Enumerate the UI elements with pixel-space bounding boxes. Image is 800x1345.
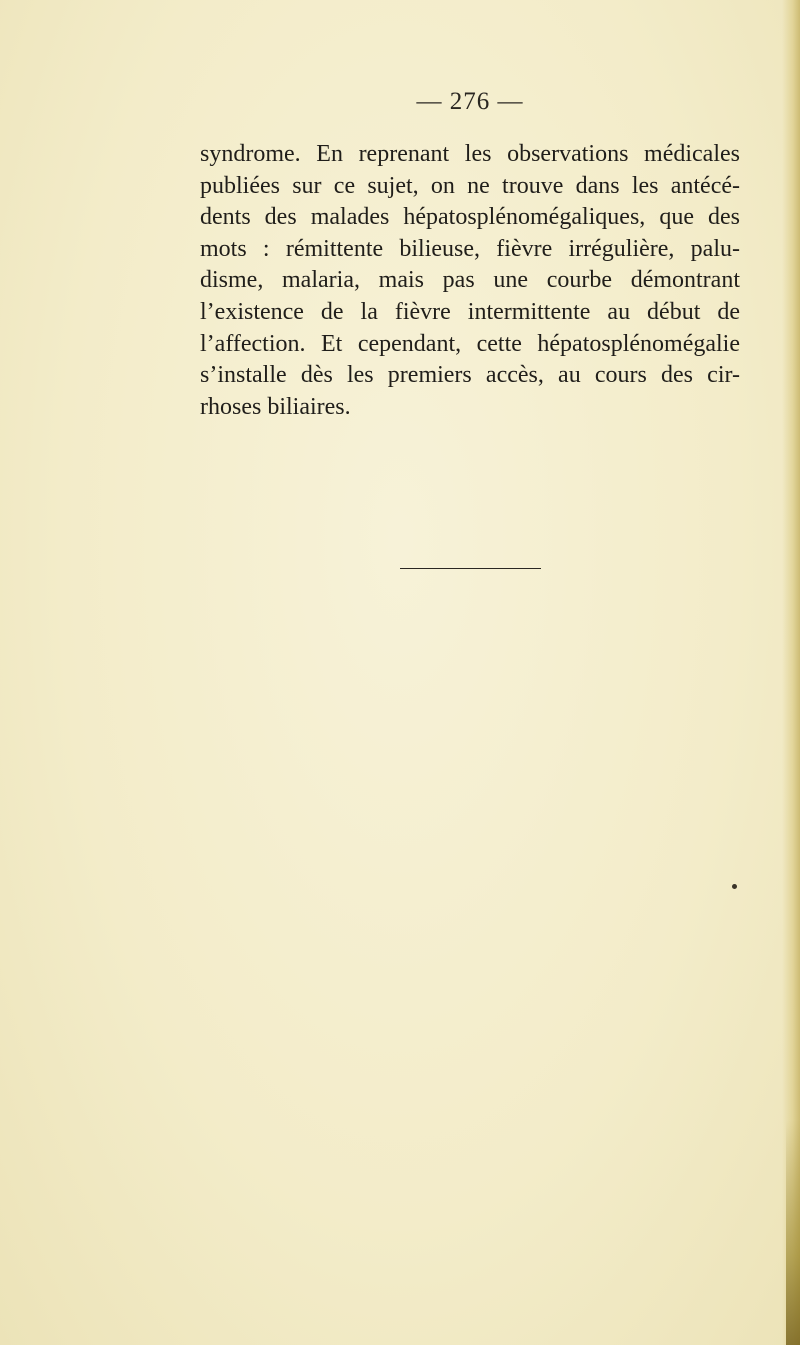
page-number: — 276 — — [416, 88, 524, 115]
body-paragraph — [200, 139, 740, 423]
text-line: syndrome. En reprenant les observations médicales — [200, 141, 740, 167]
text-line: mots : rémittente bilieuse, fièvre irrégulière, palu- — [200, 235, 740, 262]
text-line: dents des malades hépatosplénomégaliques, que des — [200, 204, 740, 231]
text-line: s’installe dès les premiers accès, au cours des cir- — [200, 362, 740, 389]
text-line: rhoses biliaires. — [200, 393, 351, 420]
text-line: publiées sur ce sujet, on ne trouve dans les antécé- — [200, 172, 740, 199]
text-line: l’existence de la fièvre intermittente au début de — [200, 298, 740, 325]
page-edge-stain — [786, 1120, 800, 1345]
text-line: l’affection. Et cependant, cette hépatosplénomégalie — [200, 330, 740, 357]
paper-speck — [732, 884, 737, 889]
text-line: disme, malaria, mais pas une courbe démontrant — [200, 267, 740, 294]
end-rule — [400, 568, 541, 569]
